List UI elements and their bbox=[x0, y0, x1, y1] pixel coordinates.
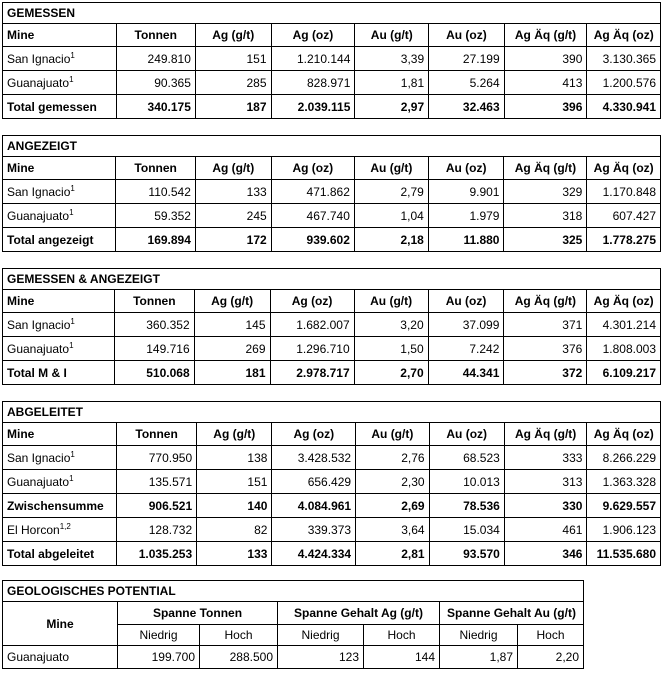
col-mine: Mine bbox=[3, 24, 117, 47]
mine-name: Total gemessen bbox=[3, 95, 117, 119]
cell-tonnen: 110.542 bbox=[116, 180, 196, 204]
table-row bbox=[3, 337, 661, 361]
cell-agaq-oz: 4.301.214 bbox=[587, 313, 661, 337]
mine-name: Total M & I bbox=[3, 361, 115, 385]
cell-au-oz: 32.463 bbox=[429, 95, 504, 119]
col-ag-oz: Ag (oz) bbox=[272, 423, 356, 446]
mine-name: Guanajuato$^1$ bbox=[3, 470, 117, 494]
col-tonnen: Tonnen bbox=[116, 24, 195, 47]
cell-ag-gt: 151 bbox=[197, 470, 272, 494]
cell-ag-oz: 1.296.710 bbox=[270, 337, 354, 361]
cell-ag-niedrig: 123 bbox=[278, 646, 364, 669]
cell-ag-gt: 187 bbox=[195, 95, 271, 119]
col-ag-gt: Ag (g/t) bbox=[197, 423, 272, 446]
cell-agaq-oz: 1.778.275 bbox=[587, 228, 661, 252]
col-mine: Mine bbox=[3, 423, 117, 446]
table-row bbox=[3, 313, 661, 337]
col-au-hoch: Hoch bbox=[518, 625, 584, 646]
cell-ag-oz: 3.428.532 bbox=[272, 446, 356, 470]
cell-au-gt: 2,81 bbox=[356, 542, 430, 566]
cell-ag-gt: 245 bbox=[195, 204, 271, 228]
mine-name: Guanajuato$^1$ bbox=[3, 337, 115, 361]
cell-au-niedrig: 1,87 bbox=[440, 646, 518, 669]
cell-agaq-oz: 11.535.680 bbox=[587, 542, 661, 566]
cell-au-oz: 10.013 bbox=[429, 470, 504, 494]
cell-ag-oz: 339.373 bbox=[272, 518, 356, 542]
col-agaq-gt: Ag Äq (g/t) bbox=[504, 423, 587, 446]
cell-agaq-gt: 329 bbox=[504, 180, 587, 204]
table-row bbox=[3, 470, 661, 494]
cell-ag-gt: 269 bbox=[194, 337, 270, 361]
col-mine: Mine bbox=[3, 290, 115, 313]
mine-name: Guanajuato$^1$ bbox=[3, 204, 116, 228]
col-agaq-gt: Ag Äq (g/t) bbox=[504, 24, 587, 47]
header-row bbox=[3, 290, 661, 313]
table-row bbox=[3, 71, 661, 95]
table-gemessen-angezeigt bbox=[2, 268, 661, 385]
col-au-oz: Au (oz) bbox=[428, 290, 504, 313]
header-row bbox=[3, 157, 661, 180]
cell-au-gt: 3,20 bbox=[354, 313, 428, 337]
cell-agaq-oz: 6.109.217 bbox=[587, 361, 661, 385]
cell-ag-gt: 133 bbox=[195, 180, 271, 204]
cell-au-gt: 2,18 bbox=[354, 228, 428, 252]
cell-ag-oz: 4.084.961 bbox=[272, 494, 356, 518]
cell-agaq-oz: 1.906.123 bbox=[587, 518, 661, 542]
mine-name: Zwischensumme bbox=[3, 494, 117, 518]
total-row bbox=[3, 95, 661, 119]
cell-au-oz: 7.242 bbox=[428, 337, 504, 361]
col-ag-gt: Ag (g/t) bbox=[195, 157, 271, 180]
cell-tonnen-niedrig: 199.700 bbox=[118, 646, 200, 669]
col-tonnen-hoch: Hoch bbox=[200, 625, 278, 646]
cell-au-gt: 2,70 bbox=[354, 361, 428, 385]
cell-au-gt: 1,04 bbox=[354, 204, 428, 228]
cell-tonnen: 135.571 bbox=[117, 470, 197, 494]
cell-ag-oz: 467.740 bbox=[271, 204, 354, 228]
col-agaq-oz: Ag Äq (oz) bbox=[587, 290, 661, 313]
cell-au-oz: 68.523 bbox=[429, 446, 504, 470]
cell-ag-gt: 172 bbox=[195, 228, 271, 252]
cell-au-gt: 3,64 bbox=[356, 518, 430, 542]
cell-au-oz: 93.570 bbox=[429, 542, 504, 566]
table-row bbox=[3, 47, 661, 71]
col-au-gt: Au (g/t) bbox=[354, 157, 428, 180]
col-ag-hoch: Hoch bbox=[364, 625, 440, 646]
table-title: ANGEZEIGT bbox=[3, 136, 661, 157]
cell-au-oz: 5.264 bbox=[429, 71, 504, 95]
mine-name: Total angezeigt bbox=[3, 228, 116, 252]
cell-agaq-gt: 371 bbox=[504, 313, 587, 337]
col-au-oz: Au (oz) bbox=[429, 423, 504, 446]
cell-au-gt: 2,79 bbox=[354, 180, 428, 204]
subtotal-row bbox=[3, 494, 661, 518]
cell-ag-oz: 2.978.717 bbox=[270, 361, 354, 385]
col-agaq-oz: Ag Äq (oz) bbox=[587, 423, 661, 446]
cell-ag-oz: 656.429 bbox=[272, 470, 356, 494]
mine-name: Guanajuato bbox=[3, 646, 118, 669]
col-au-gt: Au (g/t) bbox=[354, 290, 428, 313]
cell-au-gt: 2,30 bbox=[356, 470, 430, 494]
cell-ag-oz: 4.424.334 bbox=[272, 542, 356, 566]
cell-agaq-gt: 376 bbox=[504, 337, 587, 361]
cell-au-gt: 1,50 bbox=[354, 337, 428, 361]
col-au-niedrig: Niedrig bbox=[440, 625, 518, 646]
cell-ag-gt: 133 bbox=[197, 542, 272, 566]
mine-name: El Horcon$^{1,2}$ bbox=[3, 518, 117, 542]
total-row bbox=[3, 361, 661, 385]
cell-agaq-gt: 318 bbox=[504, 204, 587, 228]
total-row bbox=[3, 228, 661, 252]
group-spanne-ag: Spanne Gehalt Ag (g/t) bbox=[278, 602, 440, 625]
cell-tonnen: 1.035.253 bbox=[117, 542, 197, 566]
col-tonnen: Tonnen bbox=[117, 423, 197, 446]
cell-au-oz: 78.536 bbox=[429, 494, 504, 518]
table-row bbox=[3, 204, 661, 228]
col-au-oz: Au (oz) bbox=[429, 24, 504, 47]
cell-agaq-gt: 333 bbox=[504, 446, 587, 470]
cell-au-oz: 37.099 bbox=[428, 313, 504, 337]
cell-tonnen: 149.716 bbox=[114, 337, 194, 361]
group-spanne-tonnen: Spanne Tonnen bbox=[118, 602, 278, 625]
cell-agaq-oz: 3.130.365 bbox=[587, 47, 661, 71]
cell-ag-gt: 151 bbox=[195, 47, 271, 71]
cell-agaq-gt: 313 bbox=[504, 470, 587, 494]
col-ag-niedrig: Niedrig bbox=[278, 625, 364, 646]
cell-ag-gt: 181 bbox=[194, 361, 270, 385]
cell-agaq-gt: 396 bbox=[504, 95, 587, 119]
group-spanne-au: Spanne Gehalt Au (g/t) bbox=[440, 602, 584, 625]
cell-ag-hoch: 144 bbox=[364, 646, 440, 669]
col-tonnen-niedrig: Niedrig bbox=[118, 625, 200, 646]
table-geologisches-potential bbox=[2, 580, 584, 669]
header-row bbox=[3, 24, 661, 47]
col-ag-gt: Ag (g/t) bbox=[194, 290, 270, 313]
col-agaq-gt: Ag Äq (g/t) bbox=[504, 157, 587, 180]
cell-agaq-oz: 1.363.328 bbox=[587, 470, 661, 494]
cell-ag-oz: 939.602 bbox=[271, 228, 354, 252]
cell-tonnen: 510.068 bbox=[114, 361, 194, 385]
cell-ag-oz: 2.039.115 bbox=[271, 95, 355, 119]
cell-tonnen: 340.175 bbox=[116, 95, 195, 119]
cell-au-gt: 2,76 bbox=[356, 446, 430, 470]
col-agaq-oz: Ag Äq (oz) bbox=[587, 157, 661, 180]
col-ag-oz: Ag (oz) bbox=[271, 24, 355, 47]
cell-ag-gt: 82 bbox=[197, 518, 272, 542]
col-mine: Mine bbox=[3, 602, 118, 646]
col-tonnen: Tonnen bbox=[116, 157, 196, 180]
cell-tonnen: 770.950 bbox=[117, 446, 197, 470]
table-row bbox=[3, 180, 661, 204]
cell-au-oz: 9.901 bbox=[428, 180, 504, 204]
cell-ag-oz: 1.210.144 bbox=[271, 47, 355, 71]
table-title: GEMESSEN & ANGEZEIGT bbox=[3, 269, 661, 290]
table-abgeleitet bbox=[2, 401, 661, 566]
cell-agaq-gt: 461 bbox=[504, 518, 587, 542]
col-ag-oz: Ag (oz) bbox=[270, 290, 354, 313]
cell-ag-gt: 285 bbox=[195, 71, 271, 95]
cell-ag-gt: 140 bbox=[197, 494, 272, 518]
table-title: ABGELEITET bbox=[3, 402, 661, 423]
table-angezeigt bbox=[2, 135, 661, 252]
cell-agaq-gt: 330 bbox=[504, 494, 587, 518]
cell-agaq-oz: 1.170.848 bbox=[587, 180, 661, 204]
cell-tonnen: 906.521 bbox=[117, 494, 197, 518]
cell-tonnen: 169.894 bbox=[116, 228, 196, 252]
cell-au-gt: 2,97 bbox=[355, 95, 429, 119]
cell-agaq-gt: 390 bbox=[504, 47, 587, 71]
table-row bbox=[3, 446, 661, 470]
cell-ag-oz: 1.682.007 bbox=[270, 313, 354, 337]
cell-agaq-oz: 1.200.576 bbox=[587, 71, 661, 95]
mine-name: Guanajuato$^1$ bbox=[3, 71, 117, 95]
mine-name: Total abgeleitet bbox=[3, 542, 117, 566]
table-title: GEOLOGISCHES POTENTIAL bbox=[3, 581, 584, 602]
cell-agaq-gt: 325 bbox=[504, 228, 587, 252]
col-agaq-gt: Ag Äq (g/t) bbox=[504, 290, 587, 313]
cell-agaq-oz: 4.330.941 bbox=[587, 95, 661, 119]
cell-agaq-oz: 8.266.229 bbox=[587, 446, 661, 470]
cell-agaq-oz: 1.808.003 bbox=[587, 337, 661, 361]
cell-tonnen: 249.810 bbox=[116, 47, 195, 71]
mine-name: San Ignacio$^1$ bbox=[3, 47, 117, 71]
cell-agaq-oz: 607.427 bbox=[587, 204, 661, 228]
cell-ag-gt: 138 bbox=[197, 446, 272, 470]
cell-au-oz: 1.979 bbox=[428, 204, 504, 228]
col-agaq-oz: Ag Äq (oz) bbox=[587, 24, 661, 47]
cell-agaq-gt: 372 bbox=[504, 361, 587, 385]
group-header-row bbox=[3, 602, 584, 625]
cell-agaq-gt: 413 bbox=[504, 71, 587, 95]
table-title: GEMESSEN bbox=[3, 3, 661, 24]
cell-ag-oz: 471.862 bbox=[271, 180, 354, 204]
table-gemessen bbox=[2, 2, 661, 119]
mine-name: San Ignacio$^1$ bbox=[3, 180, 116, 204]
cell-au-oz: 27.199 bbox=[429, 47, 504, 71]
table-row bbox=[3, 518, 661, 542]
cell-au-oz: 44.341 bbox=[428, 361, 504, 385]
cell-au-oz: 15.034 bbox=[429, 518, 504, 542]
cell-ag-oz: 828.971 bbox=[271, 71, 355, 95]
col-tonnen: Tonnen bbox=[114, 290, 194, 313]
cell-agaq-oz: 9.629.557 bbox=[587, 494, 661, 518]
total-row bbox=[3, 542, 661, 566]
cell-tonnen: 59.352 bbox=[116, 204, 196, 228]
col-au-gt: Au (g/t) bbox=[355, 24, 429, 47]
cell-tonnen: 90.365 bbox=[116, 71, 195, 95]
cell-au-gt: 1,81 bbox=[355, 71, 429, 95]
col-au-gt: Au (g/t) bbox=[356, 423, 430, 446]
header-row bbox=[3, 423, 661, 446]
cell-au-gt: 3,39 bbox=[355, 47, 429, 71]
cell-tonnen: 360.352 bbox=[114, 313, 194, 337]
cell-tonnen-hoch: 288.500 bbox=[200, 646, 278, 669]
cell-au-hoch: 2,20 bbox=[518, 646, 584, 669]
col-ag-gt: Ag (g/t) bbox=[195, 24, 271, 47]
table-row bbox=[3, 646, 584, 669]
cell-ag-gt: 145 bbox=[194, 313, 270, 337]
col-mine: Mine bbox=[3, 157, 116, 180]
mine-name: San Ignacio$^1$ bbox=[3, 313, 115, 337]
col-ag-oz: Ag (oz) bbox=[271, 157, 354, 180]
cell-tonnen: 128.732 bbox=[117, 518, 197, 542]
col-au-oz: Au (oz) bbox=[428, 157, 504, 180]
cell-au-gt: 2,69 bbox=[356, 494, 430, 518]
cell-au-oz: 11.880 bbox=[428, 228, 504, 252]
cell-agaq-gt: 346 bbox=[504, 542, 587, 566]
mine-name: San Ignacio$^1$ bbox=[3, 446, 117, 470]
